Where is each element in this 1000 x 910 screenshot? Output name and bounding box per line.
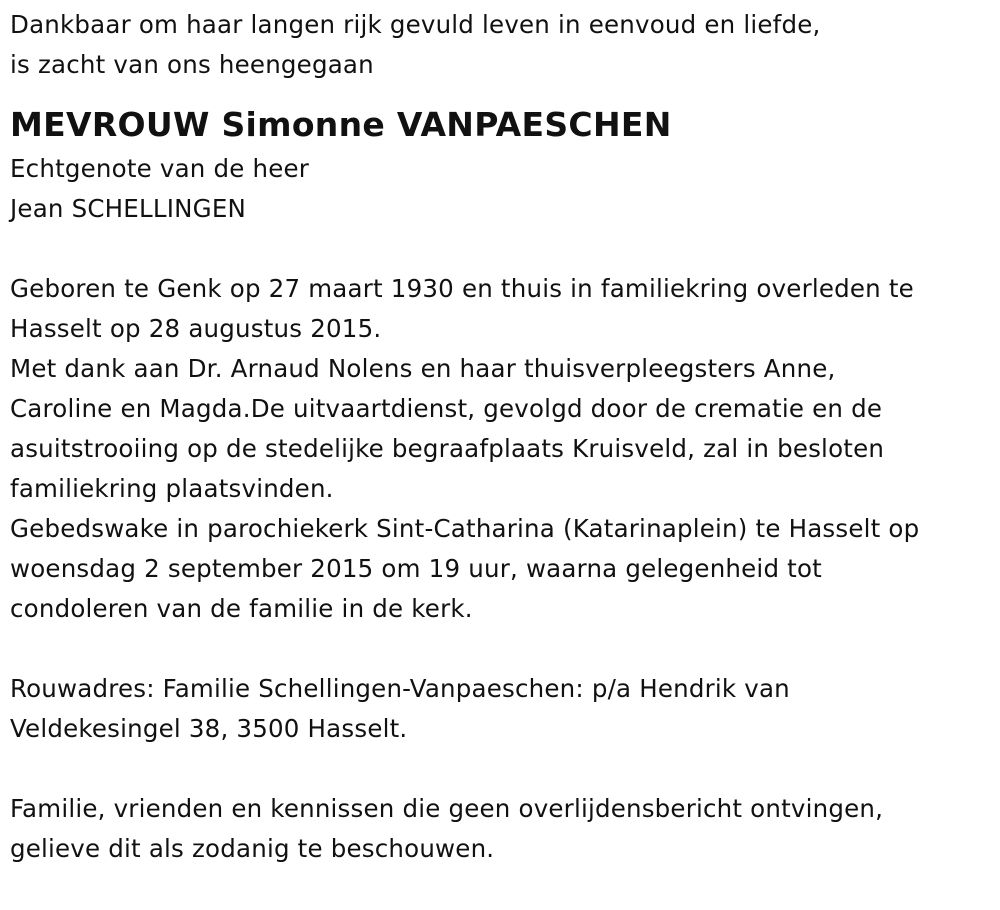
address-section	[10, 669, 1000, 749]
deceased-section	[10, 101, 1000, 229]
details-line: Met dank aan Dr. Arnaud Nolens en haar thuisverpleegsters Anne,	[10, 354, 836, 383]
details-section	[10, 269, 1000, 629]
address-line: Rouwadres: Familie Schellingen-Vanpaeschen: p/a Hendrik van	[10, 674, 790, 703]
address-line: Veldekesingel 38, 3500 Hasselt.	[10, 714, 408, 743]
details-line: woensdag 2 september 2015 om 19 uur, waarna gelegenheid tot	[10, 554, 822, 583]
closing-line: gelieve dit als zodanig te beschouwen.	[10, 834, 495, 863]
paragraph-spacer	[10, 229, 1000, 269]
closing-line: Familie, vrienden en kennissen die geen overlijdensbericht ontvingen,	[10, 794, 884, 823]
intro-section	[10, 5, 1000, 85]
deceased-name: MEVROUW Simonne VANPAESCHEN	[10, 105, 672, 144]
paragraph-spacer	[10, 749, 1000, 789]
details-line: Gebedswake in parochiekerk Sint-Catharina (Katarinaplein) te Hasselt op	[10, 514, 920, 543]
intro-line: is zacht van ons heengegaan	[10, 50, 374, 79]
details-line: Caroline en Magda.De uitvaartdienst, gevolgd door de crematie en de	[10, 394, 883, 423]
intro-line: Dankbaar om haar langen rijk gevuld leven in eenvoud en liefde,	[10, 10, 821, 39]
details-line: condoleren van de familie in de kerk.	[10, 594, 473, 623]
details-line: familiekring plaatsvinden.	[10, 474, 334, 503]
details-line: Hasselt op 28 augustus 2015.	[10, 314, 382, 343]
details-line: asuitstrooiing op de stedelijke begraafplaats Kruisveld, zal in besloten	[10, 434, 885, 463]
paragraph-spacer	[10, 629, 1000, 669]
relation-line: Echtgenote van de heer	[10, 154, 310, 183]
closing-section	[10, 789, 1000, 869]
spouse-name: Jean SCHELLINGEN	[10, 194, 247, 223]
details-line: Geboren te Genk op 27 maart 1930 en thuis in familiekring overleden te	[10, 274, 914, 303]
